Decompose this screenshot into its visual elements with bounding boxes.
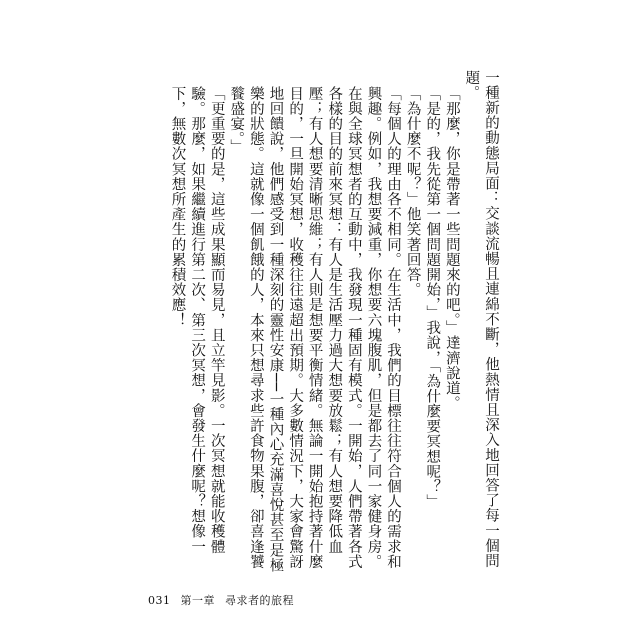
paragraph-1: 一種新的動態局面：交談流暢且連綿不斷，他熱情且深入地回答了每一個問題。 xyxy=(463,70,499,569)
chapter-label: 第一章 xyxy=(180,594,215,607)
paragraph-6: 「更重要的是，這些成果顯而易見，且立竿見影。一次冥想就能收穫體驗。那麼，如果繼續進行第二次、第三次冥想，會發生什麼呢？想像一下，無數次冥想所產生的累積效應！ xyxy=(169,86,225,555)
paragraph-4: 「為什麼不呢？」他笑著回答。 xyxy=(404,86,421,298)
paragraph-2: 「那麼，你是帶著一些問題來的吧。」達濟說道。 xyxy=(443,86,460,411)
body-text xyxy=(148,70,500,582)
chapter-title: 尋求者的旅程 xyxy=(225,594,294,607)
paragraph-3: 「是的，我先從第一個問題開始，」我說，「為什麼要冥想呢？」 xyxy=(424,86,441,510)
paragraph-5: 「每個人的理由各不相同。在生活中，我們的目標往往符合個人的需求和興趣。例如，我想要減重，你想要六塊腹肌，但是都去了同一家健身房。在與全球冥想者的互動中，我發現一種固有模式。一開始，人們帶著各式各樣的目的前來冥想：有人是生活壓力過大想要放鬆；有人想要降低血壓；有人想要清晰思維；有人則是想要平衡情緒。無論一開始抱持著什麼目的，一旦開始冥想，收穫往往遠超出預期。大多數情況下，大家會驚訝地回饋說，他們感受到一種深刻的靈性安康──一種內心充滿喜悅甚至是極樂的狀態。這就像一個飢餓的人，本來只想尋求些許食物果腹，卻喜逢饕餮盛宴。」 xyxy=(228,86,402,573)
page-footer xyxy=(148,592,300,608)
page-number: 031 xyxy=(148,594,171,607)
